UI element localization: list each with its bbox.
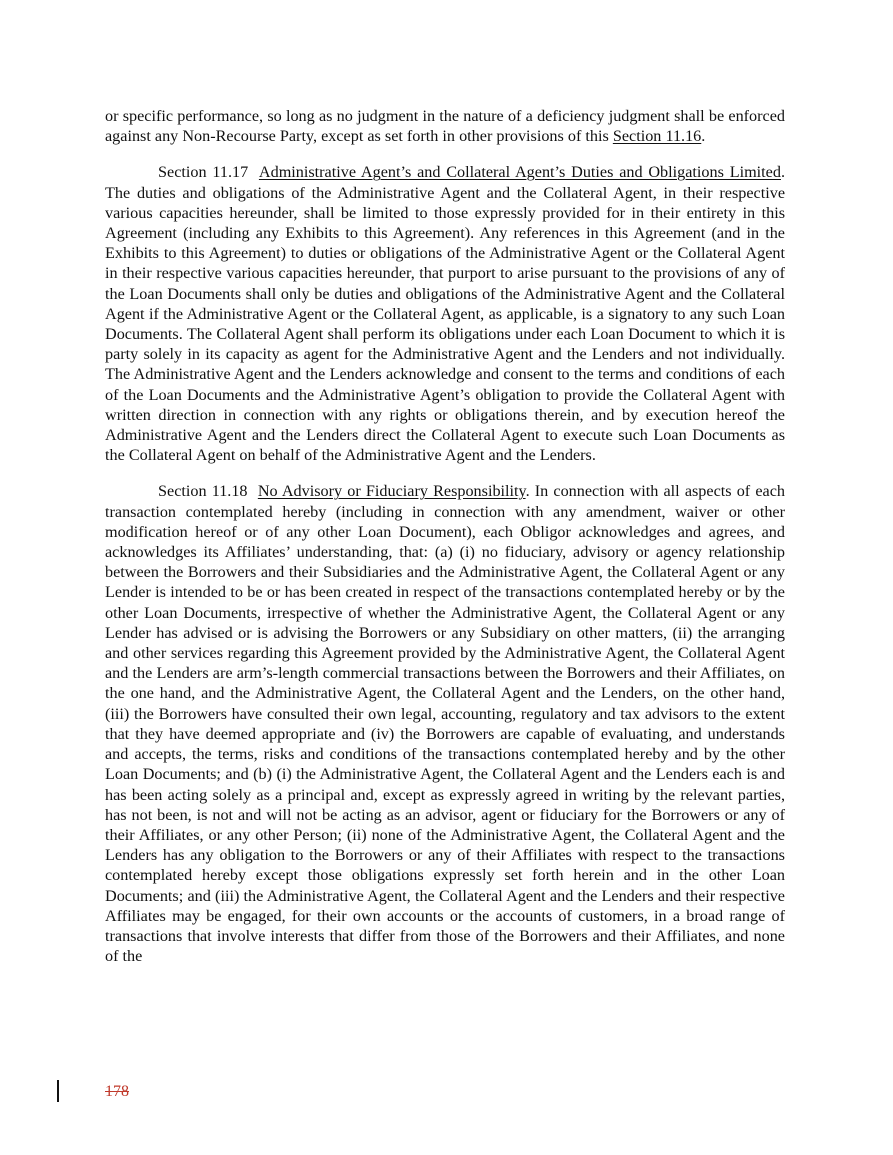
page-number: 178 bbox=[105, 1083, 129, 1100]
section-body: . The duties and obligations of the Administrative Agent and the Collateral Agent, in their respective various capacities hereunder, shall be limited to those expressly provided for in their entirety in this Agreement (including any Exhibits to this Agreement). Any references in this Agreement (and in the Exhibits to this Agreement) to duties or obligations of the Administrative Agent or the Collateral Agent in their respective various capacities hereunder, that purport to arise pursuant to the provisions of any of the Loan Documents shall only be duties and obligations of the Administrative Agent and the Collateral Agent if the Administrative Agent or the Collateral Agent, as applicable, is a signatory to any such Loan Documents. The Collateral Agent shall perform its obligations under each Loan Document to which it is party solely in its capacity as agent for the Administrative Agent and the Lenders and not individually. The Administrative Agent and the Lenders acknowledge and consent to the terms and conditions of each of the Loan Documents and the Administrative Agent’s obligation to provide the Collateral Agent with written direction in connection with any rights or obligations therein, and by execution hereof the Administrative Agent and the Lenders direct the Collateral Agent to execute such Loan Documents as the Collateral Agent on behalf of the Administrative Agent and the Lenders. bbox=[105, 163, 786, 465]
intro-end: . bbox=[701, 127, 706, 146]
section-number: Section 11.18 bbox=[158, 482, 248, 501]
intro-text: or specific performance, so long as no judgment in the nature of a deficiency judgment shall be enforced against any Non-Recourse Party, except as set forth in other provisions of this bbox=[105, 107, 785, 146]
document-page bbox=[105, 106, 785, 966]
revision-change-bar bbox=[57, 1080, 59, 1102]
section-body: . In connection with all aspects of each transaction contemplated hereby (including in connection with any amendment, waiver or other modification hereof or of any other Loan Document), each Obligor acknowledges and agrees, and acknowledges its Affiliates’ understanding, that: (a) (i) no fiduciary, advisory or agency relationship between the Borrowers and their Subsidiaries and the Administrative Agent, the Collateral Agent or any Lender is intended to be or has been created in respect of the transactions contemplated hereby or by the other Loan Documents, irrespective of whether the Administrative Agent, the Collateral Agent or any Lender has advised or is advising the Borrowers or any Subsidiary on other matters, (ii) the arranging and other services regarding this Agreement provided by the Administrative Agent, the Collateral Agent and the Lenders are arm’s-length commercial transactions between the Borrowers and their Affiliates, on the one hand, and the Administrative Agent, the Collateral Agent and the Lenders, on the other hand, (iii) the Borrowers have consulted their own legal, accounting, regulatory and tax advisors to the extent that they have deemed appropriate and (iv) the Borrowers are capable of evaluating, and understands and accepts, the terms, risks and conditions of the transactions contemplated hereby and by the other Loan Documents; and (b) (i) the Administrative Agent, the Collateral Agent and the Lenders each is and has been acting solely as a principal and, except as expressly agreed in writing by the relevant parties, has not been, is not and will not be acting as an advisor, agent or fiduciary for the Borrowers or any of their Affiliates, or any other Person; (ii) none of the Administrative Agent, the Collateral Agent and the Lenders has any obligation to the Borrowers or any of their Affiliates with respect to the transactions contemplated hereby except those obligations expressly set forth herein and in the other Loan Documents; and (iii) the Administrative Agent, the Collateral Agent and the Lenders and their respective Affiliates may be engaged, for their own accounts or the accounts of customers, in a broad range of transactions that involve interests that differ from those of the Borrowers and their Affiliates, and none of the bbox=[105, 482, 785, 966]
section-heading: Administrative Agent’s and Collateral Agent’s Duties and Obligations Limited bbox=[258, 163, 781, 182]
section-reference-link: Section 11.16 bbox=[612, 127, 702, 146]
section-heading: No Advisory or Fiduciary Responsibility bbox=[257, 482, 526, 501]
section-number: Section 11.17 bbox=[158, 163, 249, 182]
section-11-18-paragraph bbox=[105, 481, 785, 966]
section-11-17-paragraph bbox=[105, 162, 785, 465]
intro-paragraph bbox=[105, 106, 785, 146]
